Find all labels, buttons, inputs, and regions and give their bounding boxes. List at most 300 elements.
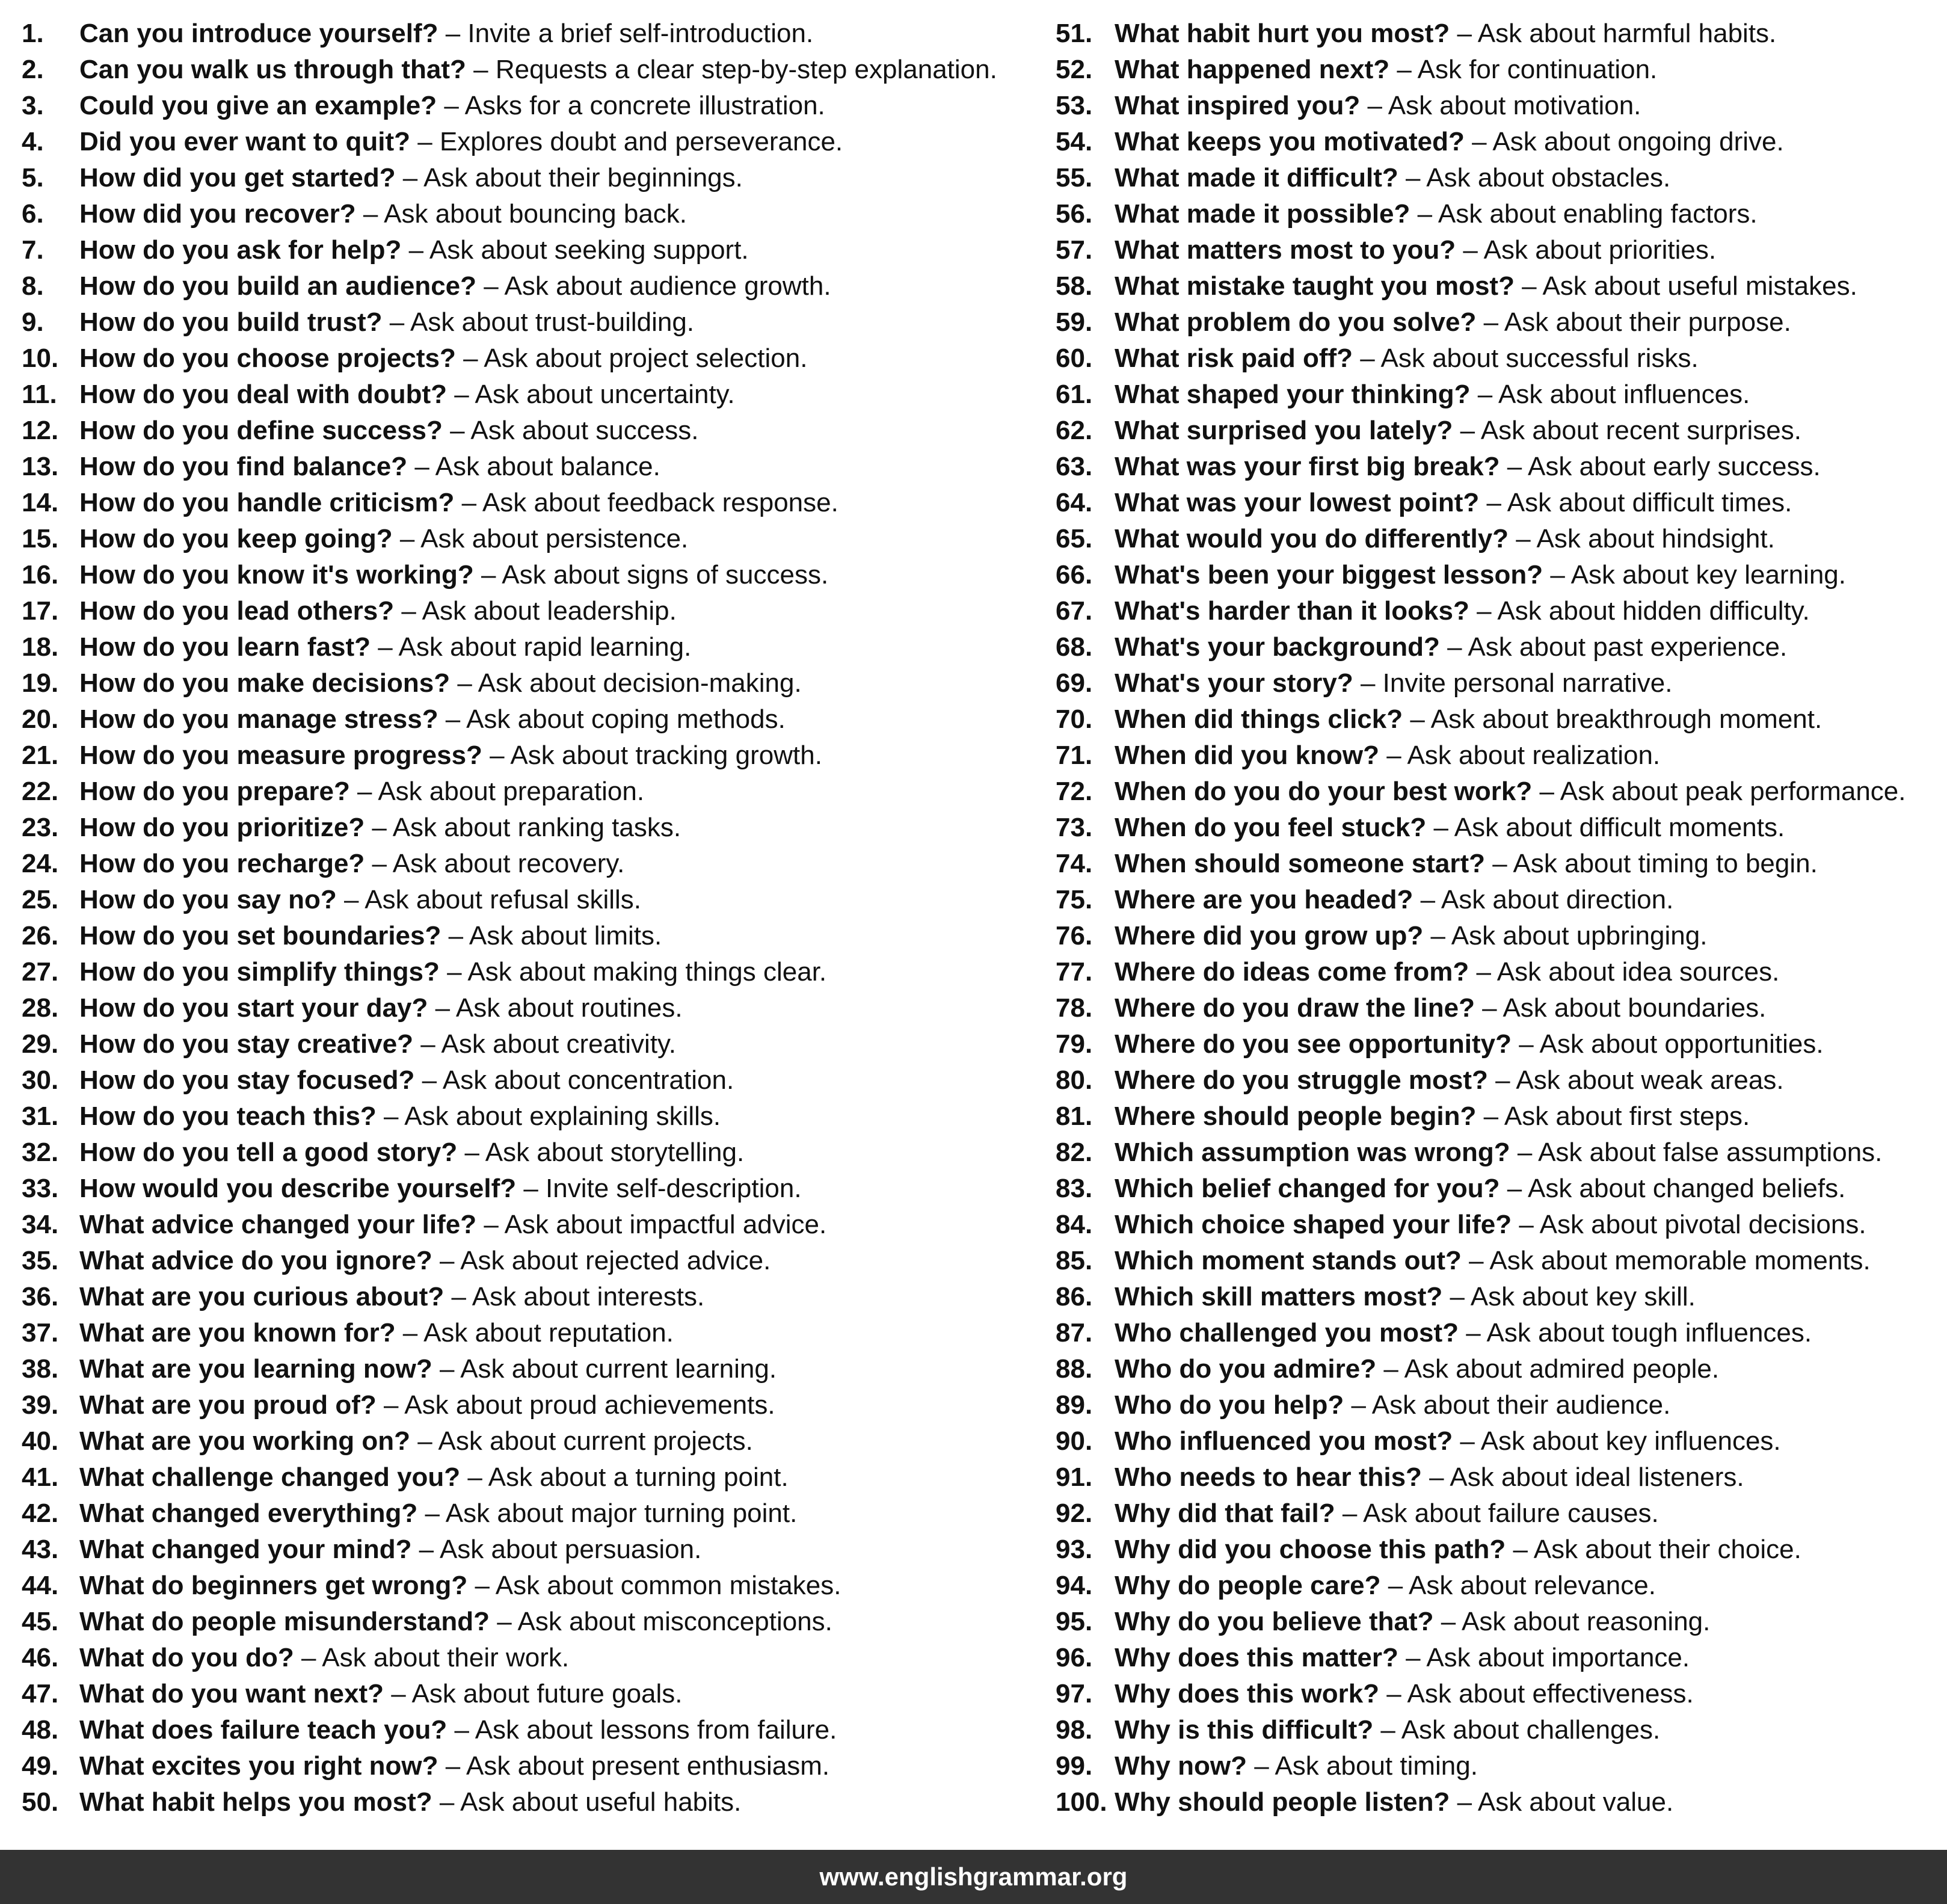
- question-text: Where did you grow up?: [1115, 921, 1424, 950]
- list-item: [22, 124, 1032, 160]
- item-text: [79, 1351, 777, 1387]
- question-text: What changed everything?: [79, 1499, 418, 1528]
- list-item: [1056, 665, 1940, 701]
- question-text: What do you want next?: [79, 1679, 384, 1708]
- question-text: Which assumption was wrong?: [1115, 1138, 1510, 1167]
- item-number: 33.: [22, 1174, 59, 1203]
- item-text: [1115, 1496, 1659, 1532]
- item-text: [1115, 449, 1821, 485]
- question-description: – Invite a brief self-introduction.: [438, 19, 814, 48]
- question-description: – Requests a clear step-by-step explanation.: [466, 55, 997, 84]
- item-text: [79, 1387, 775, 1423]
- question-text: How do you teach this?: [79, 1101, 377, 1131]
- list-item: [1056, 1784, 1940, 1820]
- item-number: 43.: [22, 1535, 59, 1564]
- item-text: [79, 1171, 802, 1207]
- item-text: [1115, 1423, 1781, 1459]
- item-text: [1115, 1748, 1478, 1784]
- question-description: – Ask about their work.: [294, 1643, 570, 1672]
- question-description: – Ask about enabling factors.: [1410, 199, 1758, 229]
- list-item: [1056, 1604, 1940, 1640]
- item-text: [1115, 1171, 1845, 1207]
- question-description: – Ask about explaining skills.: [376, 1101, 721, 1131]
- question-description: – Ask about creativity.: [413, 1029, 677, 1059]
- list-item: [1056, 810, 1940, 846]
- item-text: [79, 665, 802, 701]
- question-description: – Ask about decision-making.: [450, 668, 802, 698]
- question-description: – Ask about a turning point.: [460, 1462, 789, 1492]
- list-item: [1056, 1423, 1940, 1459]
- question-list-right: [1056, 16, 1940, 1820]
- list-item: [1056, 485, 1940, 521]
- list-item: [1056, 557, 1940, 593]
- list-item: [1056, 1315, 1940, 1351]
- item-number: 93.: [1056, 1535, 1093, 1564]
- question-description: – Ask about misconceptions.: [490, 1607, 832, 1636]
- question-description: – Ask about timing.: [1246, 1751, 1478, 1781]
- item-text: [79, 268, 831, 304]
- list-item: [1056, 1207, 1940, 1243]
- item-text: [1115, 1604, 1710, 1640]
- item-text: [79, 1784, 741, 1820]
- question-text: Who do you admire?: [1115, 1354, 1377, 1384]
- item-number: 64.: [1056, 488, 1093, 517]
- question-description: – Ask about reasoning.: [1433, 1607, 1711, 1636]
- item-text: [1115, 701, 1822, 738]
- question-text: What matters most to you?: [1115, 235, 1456, 265]
- question-description: – Ask about current projects.: [410, 1426, 753, 1456]
- list-item: [22, 1387, 1032, 1423]
- item-text: [1115, 846, 1818, 882]
- question-text: What would you do differently?: [1115, 524, 1509, 553]
- item-number: 59.: [1056, 307, 1093, 337]
- item-number: 45.: [22, 1607, 59, 1636]
- item-text: [1115, 1532, 1801, 1568]
- question-text: When should someone start?: [1115, 849, 1486, 878]
- item-number: 18.: [22, 632, 59, 662]
- question-text: Did you ever want to quit?: [79, 127, 411, 156]
- item-number: 91.: [1056, 1462, 1093, 1492]
- question-text: How do you measure progress?: [79, 741, 482, 770]
- item-number: 23.: [22, 813, 59, 842]
- item-number: 99.: [1056, 1751, 1093, 1781]
- list-item: [22, 1784, 1032, 1820]
- list-item: [1056, 160, 1940, 196]
- item-number: 12.: [22, 416, 59, 445]
- list-item: [22, 268, 1032, 304]
- question-description: – Ask about hidden difficulty.: [1469, 596, 1810, 626]
- list-item: [22, 160, 1032, 196]
- item-text: [1115, 196, 1758, 232]
- question-text: Why is this difficult?: [1115, 1715, 1374, 1745]
- item-number: 97.: [1056, 1679, 1093, 1708]
- item-text: [79, 990, 683, 1026]
- question-description: – Ask about signs of success.: [473, 560, 829, 590]
- list-item: [1056, 196, 1940, 232]
- item-number: 13.: [22, 452, 59, 481]
- question-text: What was your lowest point?: [1115, 488, 1480, 517]
- question-text: Where do you struggle most?: [1115, 1065, 1488, 1095]
- question-text: How did you recover?: [79, 199, 356, 229]
- question-text: What do beginners get wrong?: [79, 1571, 468, 1600]
- item-text: [79, 918, 662, 954]
- question-description: – Explores doubt and perseverance.: [410, 127, 843, 156]
- list-item: [1056, 1062, 1940, 1098]
- item-number: 72.: [1056, 777, 1093, 806]
- item-text: [79, 593, 677, 629]
- list-item: [1056, 1135, 1940, 1171]
- list-item: [22, 629, 1032, 665]
- item-number: 89.: [1056, 1390, 1093, 1420]
- question-description: – Ask about key learning.: [1543, 560, 1846, 590]
- list-item: [1056, 232, 1940, 268]
- item-text: [79, 1676, 683, 1712]
- list-item: [22, 304, 1032, 340]
- item-text: [79, 701, 786, 738]
- list-item: [22, 1712, 1032, 1748]
- item-number: 69.: [1056, 668, 1093, 698]
- question-text: What mistake taught you most?: [1115, 271, 1515, 301]
- list-item: [22, 1568, 1032, 1604]
- footer-url[interactable]: www.englishgrammar.org: [819, 1862, 1128, 1891]
- item-text: [1115, 954, 1779, 990]
- question-text: How do you start your day?: [79, 993, 428, 1023]
- item-text: [1115, 232, 1716, 268]
- question-description: – Ask about balance.: [407, 452, 660, 481]
- question-description: – Ask about priorities.: [1456, 235, 1717, 265]
- question-description: – Ask about useful habits.: [432, 1787, 742, 1817]
- question-text: Who needs to hear this?: [1115, 1462, 1422, 1492]
- list-item: [22, 1532, 1032, 1568]
- item-text: [79, 340, 807, 377]
- item-number: 90.: [1056, 1426, 1093, 1456]
- question-text: What changed your mind?: [79, 1535, 412, 1564]
- question-description: – Ask about present enthusiasm.: [438, 1751, 830, 1781]
- list-item: [1056, 882, 1940, 918]
- item-text: [1115, 1784, 1673, 1820]
- item-text: [79, 1098, 721, 1135]
- list-item: [1056, 1351, 1940, 1387]
- question-description: – Ask about future goals.: [383, 1679, 683, 1708]
- item-text: [1115, 52, 1657, 88]
- item-text: [79, 16, 813, 52]
- item-number: 24.: [22, 849, 59, 878]
- item-text: [79, 1748, 829, 1784]
- question-text: How do you build an audience?: [79, 271, 477, 301]
- item-text: [1115, 990, 1766, 1026]
- item-number: 53.: [1056, 91, 1093, 120]
- question-description: – Ask about difficult times.: [1479, 488, 1792, 517]
- item-text: [79, 882, 641, 918]
- list-item: [1056, 738, 1940, 774]
- question-description: – Ask about useful mistakes.: [1514, 271, 1857, 301]
- list-item: [1056, 304, 1940, 340]
- question-text: What keeps you motivated?: [1115, 127, 1465, 156]
- question-text: Why should people listen?: [1115, 1787, 1450, 1817]
- question-description: – Ask about lessons from failure.: [447, 1715, 837, 1745]
- list-item: [1056, 1279, 1940, 1315]
- list-item: [22, 88, 1032, 124]
- question-text: How do you define success?: [79, 416, 443, 445]
- item-number: 71.: [1056, 741, 1093, 770]
- item-number: 95.: [1056, 1607, 1093, 1636]
- item-text: [1115, 1207, 1866, 1243]
- item-text: [79, 1423, 753, 1459]
- item-text: [1115, 304, 1791, 340]
- item-text: [1115, 16, 1776, 52]
- item-number: 56.: [1056, 199, 1093, 229]
- question-description: – Ask about realization.: [1379, 741, 1661, 770]
- item-number: 7.: [22, 235, 44, 265]
- question-text: What made it difficult?: [1115, 163, 1398, 193]
- item-text: [1115, 340, 1699, 377]
- list-item: [1056, 954, 1940, 990]
- item-number: 20.: [22, 704, 59, 734]
- item-text: [1115, 377, 1750, 413]
- item-number: 84.: [1056, 1210, 1093, 1239]
- list-item: [22, 1315, 1032, 1351]
- item-number: 47.: [22, 1679, 59, 1708]
- question-text: Where do you draw the line?: [1115, 993, 1475, 1023]
- item-number: 57.: [1056, 235, 1093, 265]
- item-number: 34.: [22, 1210, 59, 1239]
- list-item: [1056, 52, 1940, 88]
- item-text: [79, 557, 828, 593]
- item-number: 10.: [22, 344, 59, 373]
- item-number: 28.: [22, 993, 59, 1023]
- question-text: What inspired you?: [1115, 91, 1361, 120]
- list-item: [1056, 1459, 1940, 1496]
- question-text: Why now?: [1115, 1751, 1247, 1781]
- list-item: [1056, 1568, 1940, 1604]
- list-item: [22, 990, 1032, 1026]
- item-text: [79, 485, 838, 521]
- question-description: – Ask about their choice.: [1506, 1535, 1801, 1564]
- question-text: What happened next?: [1115, 55, 1390, 84]
- list-item: [1056, 1640, 1940, 1676]
- item-number: 51.: [1056, 19, 1093, 48]
- item-text: [79, 1279, 704, 1315]
- item-number: 86.: [1056, 1282, 1093, 1311]
- item-text: [1115, 1387, 1670, 1423]
- question-description: – Ask about routines.: [428, 993, 683, 1023]
- list-item: [1056, 774, 1940, 810]
- item-text: [1115, 124, 1784, 160]
- list-item: [1056, 340, 1940, 377]
- item-number: 88.: [1056, 1354, 1093, 1384]
- item-number: 22.: [22, 777, 59, 806]
- list-item: [1056, 990, 1940, 1026]
- question-text: How do you say no?: [79, 885, 337, 914]
- question-description: – Ask about making things clear.: [439, 957, 827, 987]
- list-item: [22, 196, 1032, 232]
- list-item: [22, 1135, 1032, 1171]
- item-number: 21.: [22, 741, 59, 770]
- question-description: – Ask about major turning point.: [417, 1499, 798, 1528]
- question-text: What's harder than it looks?: [1115, 596, 1469, 626]
- question-text: How did you get started?: [79, 163, 396, 193]
- list-item: [22, 449, 1032, 485]
- item-text: [1115, 268, 1857, 304]
- question-description: – Ask about direction.: [1413, 885, 1674, 914]
- item-text: [1115, 1098, 1750, 1135]
- item-text: [1115, 1351, 1719, 1387]
- list-item: [22, 1640, 1032, 1676]
- question-description: – Ask for continuation.: [1389, 55, 1658, 84]
- question-description: – Ask about importance.: [1398, 1643, 1690, 1672]
- question-description: – Ask about opportunities.: [1512, 1029, 1824, 1059]
- question-description: – Ask about leadership.: [394, 596, 677, 626]
- list-item: [22, 665, 1032, 701]
- item-number: 25.: [22, 885, 59, 914]
- question-text: What made it possible?: [1115, 199, 1410, 229]
- item-text: [1115, 665, 1672, 701]
- question-text: What are you working on?: [79, 1426, 411, 1456]
- question-text: How do you prepare?: [79, 777, 350, 806]
- list-item: [22, 16, 1032, 52]
- question-text: How do you find balance?: [79, 452, 408, 481]
- item-number: 68.: [1056, 632, 1093, 662]
- question-text: Where are you headed?: [1115, 885, 1413, 914]
- question-text: What's your background?: [1115, 632, 1440, 662]
- item-text: [1115, 810, 1785, 846]
- question-text: How do you choose projects?: [79, 344, 456, 373]
- item-text: [79, 810, 681, 846]
- question-description: – Ask about key skill.: [1442, 1282, 1696, 1311]
- item-number: 74.: [1056, 849, 1093, 878]
- question-text: Which moment stands out?: [1115, 1246, 1462, 1275]
- item-text: [79, 629, 691, 665]
- question-text: What shaped your thinking?: [1115, 380, 1471, 409]
- item-number: 1.: [22, 19, 44, 48]
- question-text: What are you proud of?: [79, 1390, 377, 1420]
- list-item: [1056, 701, 1940, 738]
- question-description: – Ask about obstacles.: [1398, 163, 1671, 193]
- item-number: 60.: [1056, 344, 1093, 373]
- item-number: 31.: [22, 1101, 59, 1131]
- item-number: 29.: [22, 1029, 59, 1059]
- item-number: 83.: [1056, 1174, 1093, 1203]
- list-item: [22, 1676, 1032, 1712]
- question-description: – Ask about successful risks.: [1353, 344, 1699, 373]
- item-text: [1115, 1568, 1656, 1604]
- question-text: What does failure teach you?: [79, 1715, 448, 1745]
- question-text: Why do you believe that?: [1115, 1607, 1434, 1636]
- question-description: – Ask about their audience.: [1344, 1390, 1671, 1420]
- question-text: How do you stay creative?: [79, 1029, 414, 1059]
- item-text: [79, 1062, 734, 1098]
- list-item: [1056, 521, 1940, 557]
- item-number: 62.: [1056, 416, 1093, 445]
- question-description: – Ask about value.: [1450, 1787, 1674, 1817]
- question-text: Why did that fail?: [1115, 1499, 1335, 1528]
- question-list-left: [22, 16, 1032, 1820]
- list-item: [1056, 124, 1940, 160]
- item-number: 39.: [22, 1390, 59, 1420]
- question-description: – Ask about boundaries.: [1474, 993, 1767, 1023]
- item-number: 19.: [22, 668, 59, 698]
- item-text: [79, 52, 997, 88]
- item-number: 17.: [22, 596, 59, 626]
- question-text: Where should people begin?: [1115, 1101, 1477, 1131]
- question-text: What's been your biggest lesson?: [1115, 560, 1543, 590]
- list-item: [1056, 449, 1940, 485]
- item-number: 48.: [22, 1715, 59, 1745]
- list-item: [22, 340, 1032, 377]
- list-item: [22, 1243, 1032, 1279]
- question-description: – Ask about bouncing back.: [355, 199, 687, 229]
- item-text: [79, 124, 843, 160]
- item-number: 54.: [1056, 127, 1093, 156]
- item-text: [79, 1604, 832, 1640]
- item-number: 58.: [1056, 271, 1093, 301]
- list-item: [1056, 1387, 1940, 1423]
- list-item: [22, 1171, 1032, 1207]
- item-number: 63.: [1056, 452, 1093, 481]
- question-description: – Ask about past experience.: [1439, 632, 1788, 662]
- item-text: [1115, 738, 1660, 774]
- question-text: What advice changed your life?: [79, 1210, 477, 1239]
- question-text: What do people misunderstand?: [79, 1607, 490, 1636]
- question-text: What are you curious about?: [79, 1282, 444, 1311]
- item-text: [1115, 1676, 1694, 1712]
- item-number: 6.: [22, 199, 44, 229]
- item-number: 2.: [22, 55, 44, 84]
- item-text: [79, 774, 644, 810]
- item-number: 77.: [1056, 957, 1093, 987]
- question-text: How do you recharge?: [79, 849, 365, 878]
- question-text: How do you keep going?: [79, 524, 393, 553]
- item-number: 52.: [1056, 55, 1093, 84]
- question-description: – Ask about rejected advice.: [432, 1246, 771, 1275]
- list-item: [1056, 1171, 1940, 1207]
- list-item: [22, 1351, 1032, 1387]
- question-text: Where do you see opportunity?: [1115, 1029, 1512, 1059]
- item-number: 8.: [22, 271, 44, 301]
- item-text: [79, 846, 624, 882]
- question-description: – Ask about rapid learning.: [371, 632, 692, 662]
- list-item: [22, 413, 1032, 449]
- question-description: – Ask about first steps.: [1476, 1101, 1750, 1131]
- item-number: 61.: [1056, 380, 1093, 409]
- question-text: Who influenced you most?: [1115, 1426, 1453, 1456]
- question-description: – Ask about impactful advice.: [476, 1210, 827, 1239]
- list-item: [22, 954, 1032, 990]
- list-item: [1056, 413, 1940, 449]
- question-description: – Ask about influences.: [1470, 380, 1750, 409]
- item-number: 73.: [1056, 813, 1093, 842]
- question-text: Why does this work?: [1115, 1679, 1380, 1708]
- question-description: – Ask about coping methods.: [438, 704, 786, 734]
- list-item: [1056, 593, 1940, 629]
- list-item: [1056, 377, 1940, 413]
- question-description: – Ask about recent surprises.: [1453, 416, 1801, 445]
- item-number: 50.: [22, 1787, 59, 1817]
- question-text: How do you handle criticism?: [79, 488, 455, 517]
- list-item: [22, 846, 1032, 882]
- item-text: [1115, 918, 1707, 954]
- question-description: – Ask about tough influences.: [1459, 1318, 1812, 1348]
- item-text: [79, 521, 688, 557]
- question-text: What excites you right now?: [79, 1751, 438, 1781]
- list-item: [22, 521, 1032, 557]
- list-item: [22, 52, 1032, 88]
- question-description: – Ask about storytelling.: [457, 1138, 745, 1167]
- question-text: What do you do?: [79, 1643, 294, 1672]
- question-text: What challenge changed you?: [79, 1462, 461, 1492]
- question-description: – Ask about upbringing.: [1423, 921, 1708, 950]
- question-text: When do you feel stuck?: [1115, 813, 1427, 842]
